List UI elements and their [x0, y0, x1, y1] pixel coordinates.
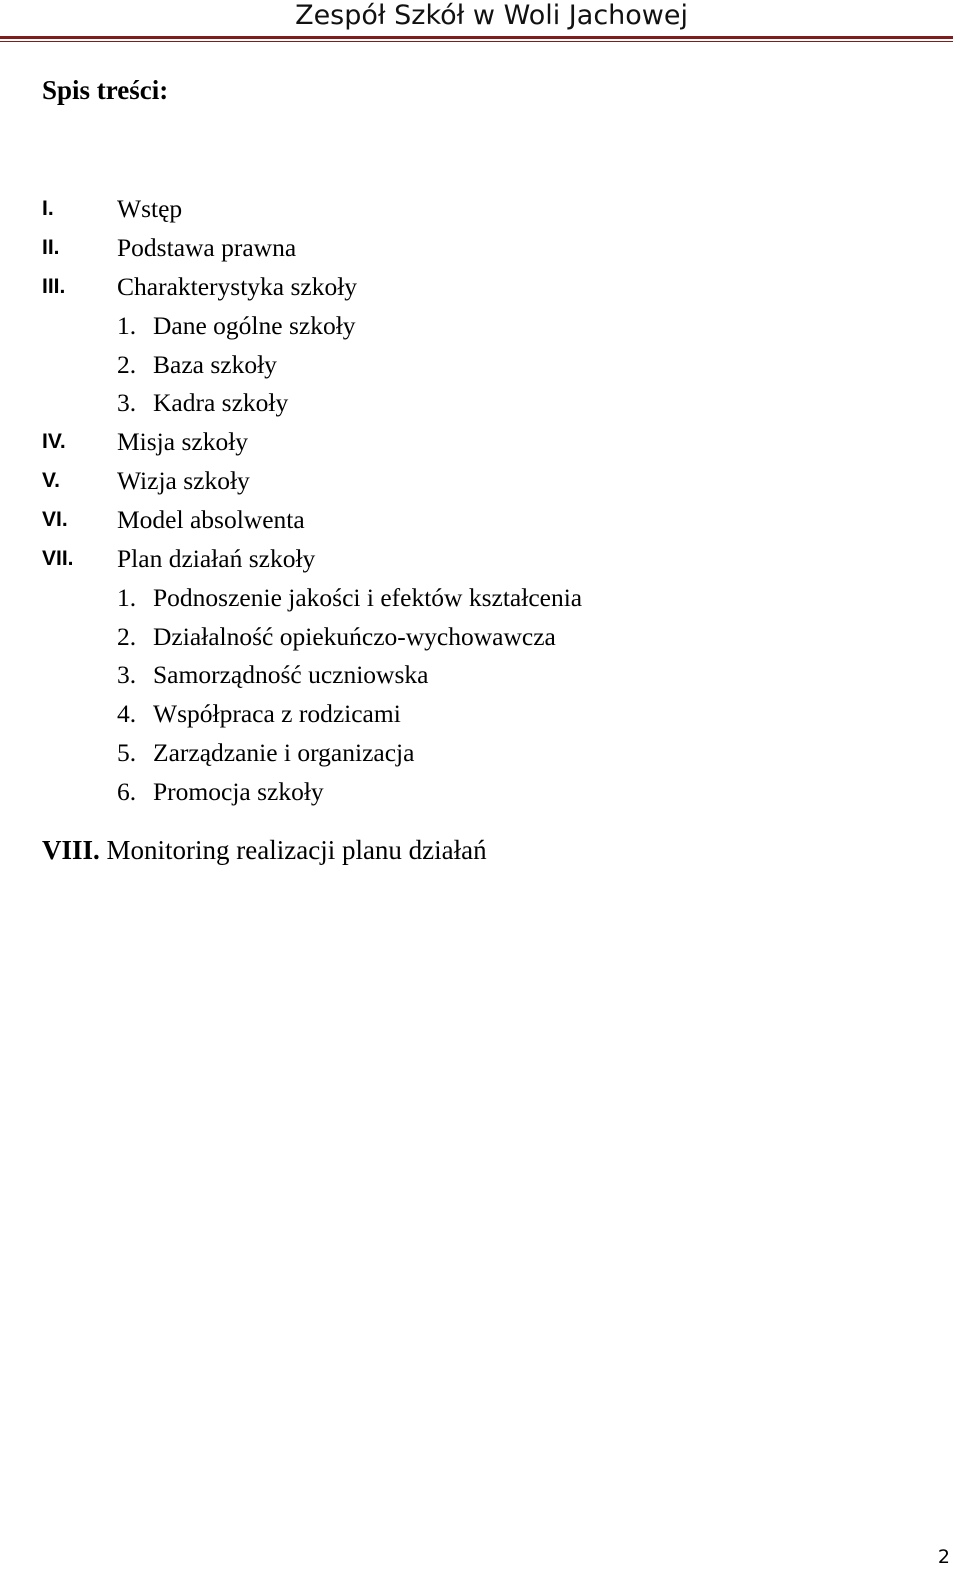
toc-subitem-number: 3. [117, 660, 137, 689]
toc-subitem-label: Promocja szkoły [153, 777, 324, 806]
toc-item-label: Monitoring realizacji planu działań [106, 835, 487, 865]
toc-subitem-number: 3. [117, 388, 137, 417]
toc-subitem-number: 4. [117, 699, 137, 728]
toc-roman-numeral: III. [42, 275, 66, 298]
toc-item-label: Wstęp [117, 194, 183, 223]
toc-item-label: Plan działań szkoły [117, 544, 316, 573]
toc-subitem-label: Działalność opiekuńczo-wychowawcza [153, 622, 556, 651]
toc-roman-numeral: VIII. [42, 835, 100, 865]
toc-item-label: Misja szkoły [117, 427, 249, 456]
toc-item-label: Wizja szkoły [117, 466, 250, 495]
toc-roman-numeral: IV. [42, 430, 66, 453]
toc-subitem-number: 1. [117, 311, 137, 340]
toc-subitem-label: Dane ogólne szkoły [153, 311, 356, 340]
toc-roman-numeral: VII. [42, 547, 74, 570]
header-title: Zespół Szkół w Woli Jachowej [295, 0, 688, 31]
toc-title: Spis treści: [42, 75, 169, 105]
header-rule-thin [0, 41, 953, 42]
toc-subitem-label: Kadra szkoły [153, 388, 289, 417]
toc-subitem-label: Podnoszenie jakości i efektów kształcenia [153, 583, 583, 612]
page-number: 2 [937, 1546, 950, 1568]
toc-subitem-number: 5. [117, 738, 137, 767]
header-rule [0, 36, 953, 39]
toc-subitem-number: 1. [117, 583, 137, 612]
toc-subitem-label: Baza szkoły [153, 350, 277, 379]
toc-roman-numeral: V. [42, 469, 60, 492]
toc-subitem-label: Współpraca z rodzicami [153, 699, 401, 728]
toc-roman-numeral: II. [42, 236, 60, 259]
toc-item-label: Charakterystyka szkoły [117, 272, 358, 301]
toc-subitem-number: 2. [117, 350, 137, 379]
toc-subitem-label: Zarządzanie i organizacja [153, 738, 415, 767]
toc-subitem-label: Samorządność uczniowska [153, 660, 429, 689]
toc-subitem-number: 2. [117, 622, 137, 651]
toc-roman-numeral: VI. [42, 508, 68, 531]
toc-item-label: Model absolwenta [117, 505, 305, 534]
toc-roman-numeral: I. [42, 197, 54, 220]
toc-item-label: Podstawa prawna [117, 233, 297, 262]
toc-item-monitoring [42, 831, 487, 870]
toc-subitem-number: 6. [117, 777, 137, 806]
